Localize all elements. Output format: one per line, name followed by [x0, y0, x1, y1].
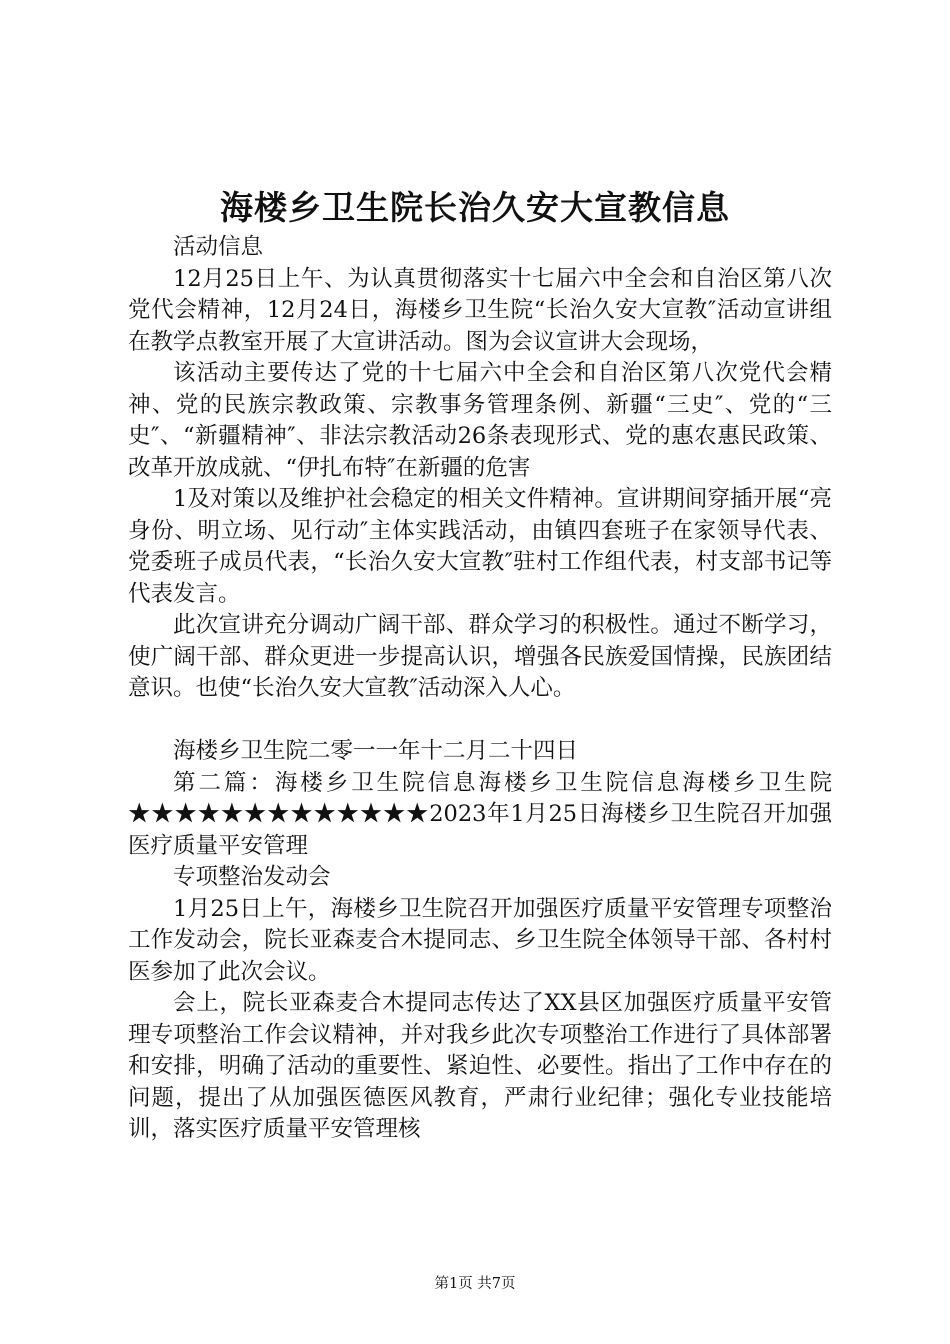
paragraph-activity-info: 活动信息	[173, 234, 264, 260]
paragraph-signature-date: 海楼乡卫生院二零一一年十二月二十四日	[173, 738, 579, 764]
page-number-footer: 第1页 共7页	[434, 1276, 516, 1292]
paragraph-event-result: 此次宣讲充分调动广阔干部、群众学习的积极性。通过不断学习，使广阔干部、群众更进一步提高认识，增强各民族爱国情操，民族团结意识。也使“长治久安大宣教″活动深入人心。	[128, 612, 832, 701]
paragraph-meeting-title: 专项整治发动会	[173, 864, 331, 890]
document-title: 海楼乡卫生院长治久安大宣教信息	[220, 188, 730, 227]
document-body	[128, 232, 832, 1146]
paragraph-meeting-intro: 1月25日上午，海楼乡卫生院召开加强医疗质量平安管理专项整治工作发动会，院长亚森麦合木提同志、乡卫生院全体领导干部、各村村医参加了此次会议。	[128, 895, 832, 985]
paragraph-meeting-content: 会上，院长亚森麦合木提同志传达了XX县区加强医疗质量平安管理专项整治工作会议精神，并对我乡此次专项整治工作进行了具体部署和安排，明确了活动的重要性、紧迫性、必要性。指出了工作中存在的问题，提出了从加强医德医风教育，严肃行业纪律；强化专业技能培训，落实医疗质量平安管理核	[128, 990, 832, 1142]
paragraph-event-practice: 1及对策以及维护社会稳定的相关文件精神。宣讲期间穿插开展“亮身份、明立场、见行动″主体实践活动，由镇四套班子在家领导代表、党委班子成员代表，“长治久安大宣教″驻村工作组代表，村支部书记等代表发言。	[128, 486, 832, 607]
paragraph-event-content: 该活动主要传达了党的十七届六中全会和自治区第八次党代会精神、党的民族宗教政策、宗教事务管理条例、新疆“三史″、党的“三史″、“新疆精神″、非法宗教活动26条表现形式、党的惠农惠民政策、改革开放成就、“伊扎布特″在新疆的危害	[128, 360, 832, 481]
paragraph-second-article-heading: 第二篇：海楼乡卫生院信息海楼乡卫生院信息海楼乡卫生院★★★★★★★★★★★★★2023年1月25日海楼乡卫生院召开加强医疗质量平安管理	[128, 769, 832, 859]
paragraph-event-intro: 12月25日上午、为认真贯彻落实十七届六中全会和自治区第八次党代会精神，12月24日，海楼乡卫生院“长治久安大宣教″活动宣讲组在教学点教室开展了大宣讲活动。图为会议宣讲大会现场，	[128, 265, 832, 355]
